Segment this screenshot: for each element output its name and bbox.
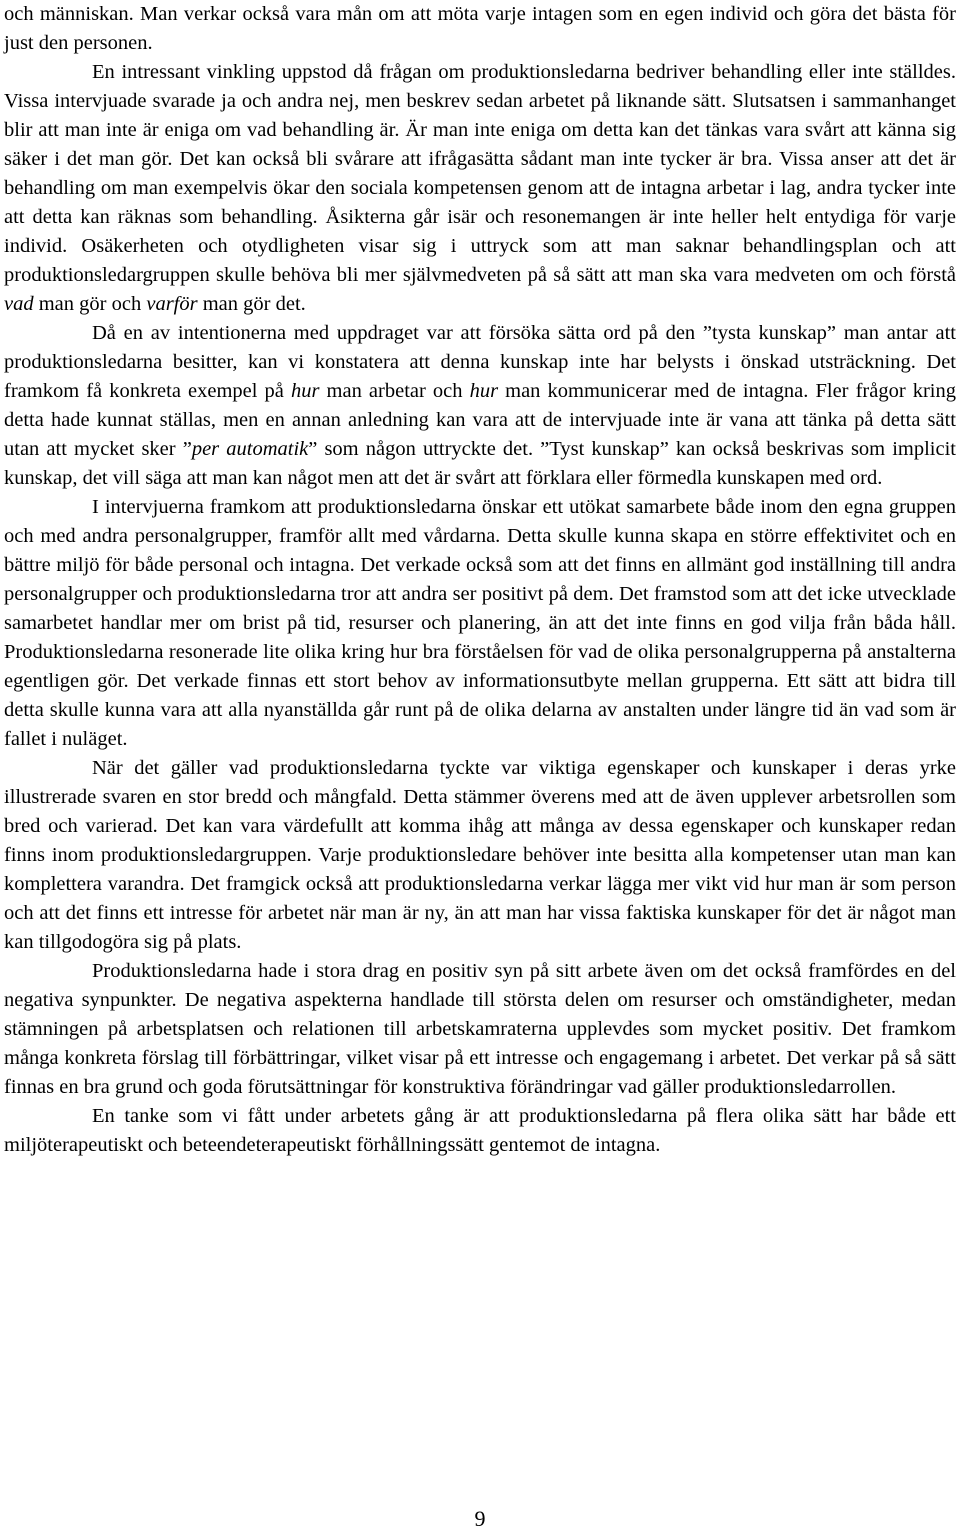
paragraph-text: man arbetar och — [319, 380, 470, 402]
paragraph-text: man gör det. — [197, 293, 306, 315]
emphasis-text: varför — [146, 293, 198, 315]
paragraph-text: En intressant vinkling uppstod då frågan om produktionsledarna bedriver behandling eller inte ställdes. Vissa intervjuade svarade ja och andra nej, men beskrev sedan arbetet på liknande sätt. Slutsatsen i sammanhanget blir att man inte är eniga om vad behandling är. Är man inte eniga om detta kan det tänkas vara svårt att känna sig säker i det man gör. Det kan också bli svårare att ifrågasätta sådant man inte tycker är bra. Vissa anser att det är behandling om man exempelvis ökar den sociala kompetensen genom att de intagna arbetar i lag, andra tycker inte att detta kan räknas som behandling. Åsikterna går isär och resonemangen är inte heller helt entydiga för varje individ. Osäkerheten och otydligheten visar sig i uttryck som att man saknar behandlingsplan och att produktionsledargruppen skulle behöva bli mer självmedveten på så sätt att man ska vara medveten om och förstå — [4, 61, 956, 286]
paragraph-text: man gör och — [33, 293, 147, 315]
paragraph-3 — [4, 319, 956, 493]
paragraph-text: Då en av intentionerna med uppdraget var att försöka sätta ord på den ”tysta kunskap” man antar att produktionsledarna besitter, kan vi konstatera att denna kunskap inte har belysts i önskad utsträckning. Det framkom få konkreta exempel på — [4, 322, 956, 402]
paragraph-5 — [4, 754, 956, 957]
document-page — [4, 0, 956, 1160]
paragraph-text: I intervjuerna framkom att produktionsledarna önskar ett utökat samarbete både inom den egna gruppen och med andra personalgrupper, framför allt med vårdarna. Detta skulle kunna skapa en större effektivitet och en bättre miljö för både personal och intagna. Det verkade också som att det finns en allmänt god inställning till andra personalgrupper och produktionsledarna tror att andra ser positivt på dem. Det framstod som att det icke utvecklade samarbetet handlar mer om brist på tid, resurser och planering, än att det inte finns en god vilja från båda håll. Produktionsledarna resonerade lite olika kring hur bra förståelsen för vad de olika personalgrupperna på anstalterna egentligen gör. Det verkade finnas ett stort behov av informationsutbyte mellan grupperna. Ett sätt att bidra till detta skulle kunna vara att alla nyanställda går runt på de olika delarna av anstalten under längre tid än vad som är fallet i nuläget. — [4, 496, 956, 750]
paragraph-6 — [4, 957, 956, 1102]
paragraph-text: ” som någon uttryckte det. ”Tyst kunskap” kan också beskrivas som implicit kunskap, det vill säga att man kan något men att det är svårt att förklara eller förmedla kunskapen med ord. — [4, 438, 956, 489]
paragraph-text: och människan. Man verkar också vara mån om att möta varje intagen som en egen individ och göra det bästa för just den personen. — [4, 3, 956, 54]
paragraph-text: man kommunicerar med de intagna. Fler frågor kring detta hade kunnat ställas, men en annan anledning kan vara att de intervjuade inte är vana att tänka på detta sätt utan att mycket sker ” — [4, 380, 957, 460]
paragraph-2 — [4, 58, 956, 319]
paragraph-7 — [4, 1102, 956, 1160]
paragraph-1 — [4, 0, 956, 58]
paragraph-text: Produktionsledarna hade i stora drag en positiv syn på sitt arbete även om det också framfördes en del negativa synpunkter. De negativa aspekterna handlade till största delen om resurser och omständigheter, medan stämningen på arbetsplatsen och relationen till arbetskamraterna upplevdes som mycket positiv. Det framkom många konkreta förslag till förbättringar, vilket visar på ett intresse och engagemang i arbetet. Det verkar på så sätt finnas en bra grund och goda förutsättningar för konstruktiva förändringar vad gäller produktionsledarrollen. — [4, 960, 956, 1098]
paragraph-text: En tanke som vi fått under arbetets gång är att produktionsledarna på flera olika sätt har både ett miljöterapeutiskt och beteendeterapeutiskt förhållningssätt gentemot de intagna. — [4, 1105, 956, 1156]
emphasis-text: hur — [290, 380, 320, 402]
paragraph-4 — [4, 493, 956, 754]
page-number: 9 — [474, 1506, 486, 1531]
emphasis-text: vad — [4, 293, 34, 315]
emphasis-text: hur — [469, 380, 499, 402]
paragraph-text: När det gäller vad produktionsledarna tyckte var viktiga egenskaper och kunskaper i deras yrke illustrerade svaren en stor bredd och mångfald. Detta stämmer överens med att de även upplever arbetsrollen som bred och varierad. Det kan vara värdefullt att komma ihåg att många av dessa egenskaper och kunskaper redan finns inom produktionsledargruppen. Varje produktionsledare behöver inte besitta alla kompetenser utan man kan komplettera varandra. Det framgick också att produktionsledarna verkar lägga mer vikt vid hur man är som person och att det finns ett intresse för arbetet när man är ny, än att man har vissa faktiska kunskaper för det är något man kan tillgodogöra sig på plats. — [4, 757, 956, 953]
emphasis-text: per automatik — [191, 438, 309, 460]
